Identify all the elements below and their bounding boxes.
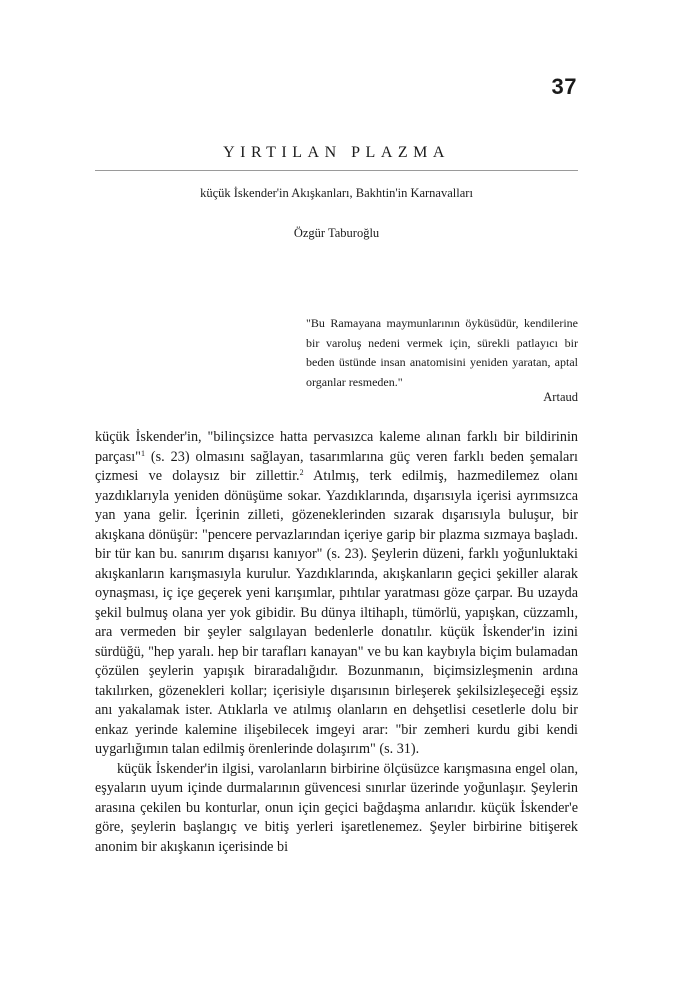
author-name: Özgür Taburoğlu [293, 226, 380, 240]
chapter-subtitle: küçük İskender'in Akışkanları, Bakhtin'in Karnavalları [200, 186, 473, 200]
paragraph-1-part-c: Atılmış, terk edilmiş, hazmedilemez olanı yazdıklarıyla yeniden dönüşüme sokar. Yazdıklarında, dışarısıyla içerisi ayrımsızca yan yana gelir. İçerinin zilleti, gözeneklerinden sızarak dışarısıyla buluşur, bir akışkana dönüşür: "pencere pervazlarından içeriye garip bir plazma sızmaya başladı. bir tür kan bu. sanırım dışarısı kanıyor" (s. 23). Şeylerin düzeni, farklı yoğunluktaki akışkanların karışmasıyla kurulur. Yazdıklarında, akışkanların geçici şekiller alarak oynaşması, iç içe geçerek yeni karışımlar, pıhtılar yaratması göze çarpar. Bu uzayda şekil bulmuş olana yer yok gibidir. Bu dünya iltihaplı, tümörlü, yapışkan, cüzzamlı, ara vermeden bir şeyler salgılayan bedenlerle donatılır. küçük İskender'in izini sürdüğü, "hep yaralı. hep bir tarafları kanayan" ve bu kan kaybıyla biçim bulamadan çözülen şeylerin yapışık biraradalığıdır. Bozunmanın, biçimsizleşmenin ardına takılırken, gözenekleri kollar; içerisiyle dışarısının birleşerek şekilsizleşeceği eşsiz anı yakalamak ister. Atıklarla ve atılmış olanların en dehşetlisi cesetlerle dolu bir enkaz yerinde kalemine ilişebilecek imgeyi arar: "bir zemheri kurdu gibi kendi uygarlığımın talan edilmiş örenlerinde dolaşırım" (s. 31). [95, 468, 578, 757]
footnote-ref-2[interactable]: 2 [299, 468, 304, 477]
paragraph-1-part-a: küçük İskender'in, "bilinçsizce hatta pervasızca kaleme alınan farklı bir bildirinin parçası" [95, 429, 578, 465]
epigraph-quote: "Bu Ramayana maymunlarının öyküsüdür, kendilerine bir varoluş nedeni vermek için, sürekli patlayıcı bir beden üstünde insan anatomisini yeniden yaratan, aptal organlar resmeden." [306, 316, 578, 389]
title-divider [95, 170, 578, 171]
footnote-ref-1[interactable]: 1 [140, 448, 145, 458]
epigraph-attribution: Artaud [543, 390, 578, 404]
paragraph-1-part-b: (s. 23) olmasını sağlayan, tasarımlarına güç veren farklı beden şemaları çizmesi ve dolaysız bir zillettir. [95, 448, 578, 484]
paragraph-2: küçük İskender'in ilgisi, varolanların birbirine ölçüsüzce karışmasına engel olan, eşyaların uyum içinde durmalarının güvencesi sınırlar üzerinde yoğunlaşır. Şeylerin arasına çekilen bu konturlar, onun için geçici bağdaşma anlarıdır. küçük İskender'e göre, şeylerin başlangıç ve bitiş yerleri işaretlenemez. Şeyler birbirine bitişerek anonim bir akışkanın içerisinde bi [95, 760, 578, 855]
page-number: 37 [551, 74, 577, 99]
chapter-title: YIRTILAN PLAZMA [223, 144, 450, 161]
paragraph-1 [95, 428, 578, 760]
body-text [95, 428, 578, 857]
